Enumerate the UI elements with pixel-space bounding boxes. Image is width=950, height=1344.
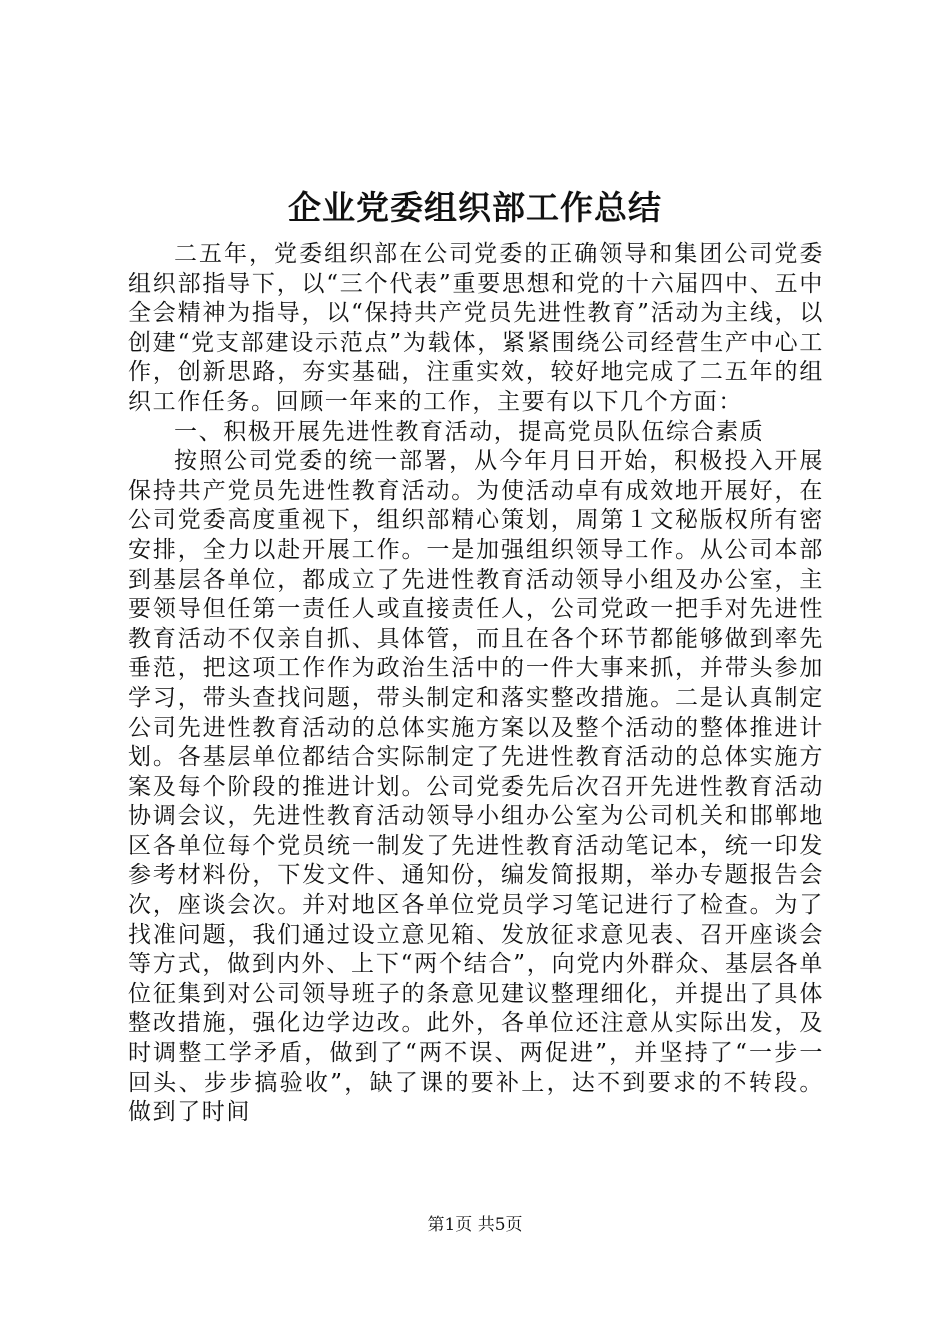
document-title: 企业党委组织部工作总结	[288, 188, 662, 227]
page-footer: 第1页 共5页	[427, 1215, 523, 1235]
section-heading: 一、积极开展先进性教育活动，提高党员队伍综合素质	[174, 418, 765, 445]
body-paragraph: 二五年，党委组织部在公司党委的正确领导和集团公司党委组织部指导下，以“三个代表”重要思想和党的十六届四中、五中全会精神为指导，以“保持共产党员先进性教育”活动为主线，以创建“党支部建设示范点”为载体，紧紧围绕公司经营生产中心工作，创新思路，夯实基础，注重实效，较好地完成了二五年的组织工作任务。回顾一年来的工作，主要有以下几个方面：	[128, 241, 824, 415]
body-paragraph: 按照公司党委的统一部署，从今年月日开始，积极投入开展保持共产党员先进性教育活动。为使活动卓有成效地开展好，在公司党委高度重视下，组织部精心策划，周第１文秘版权所有密安排，全力以赴开展工作。一是加强组织领导工作。从公司本部到基层各单位，都成立了先进性教育活动领导小组及办公室，主要领导但任第一责任人或直接责任人，公司党政一把手对先进性教育活动不仅亲自抓、具体管，而且在各个环节都能够做到率先垂范，把这项工作作为政治生活中的一件大事来抓，并带头参加学习，带头查找问题，带头制定和落实整改措施。二是认真制定公司先进性教育活动的总体实施方案以及整个活动的整体推进计划。各基层单位都结合实际制定了先进性教育活动的总体实施方案及每个阶段的推进计划。公司党委先后次召开先进性教育活动协调会议，先进性教育活动领导小组办公室为公司机关和邯郸地区各单位每个党员统一制发了先进性教育活动笔记本，统一印发参考材料份，下发文件、通知份，编发简报期，举办专题报告会次，座谈会次。并对地区各单位党员学习笔记进行了检查。为了找准问题，我们通过设立意见箱、发放征求意见表、召开座谈会等方式，做到内外、上下“两个结合”，向党内外群众、基层各单位征集到对公司领导班子的条意见建议整理细化，并提出了具体整改措施，强化边学边改。此外，各单位还注意从实际出发，及时调整工学矛盾，做到了“两不误、两促进”，并坚持了“一步一回头、步步搞验收”，缺了课的要补上，达不到要求的不转段。做到了时间	[128, 448, 824, 1126]
document-body	[128, 240, 824, 1128]
